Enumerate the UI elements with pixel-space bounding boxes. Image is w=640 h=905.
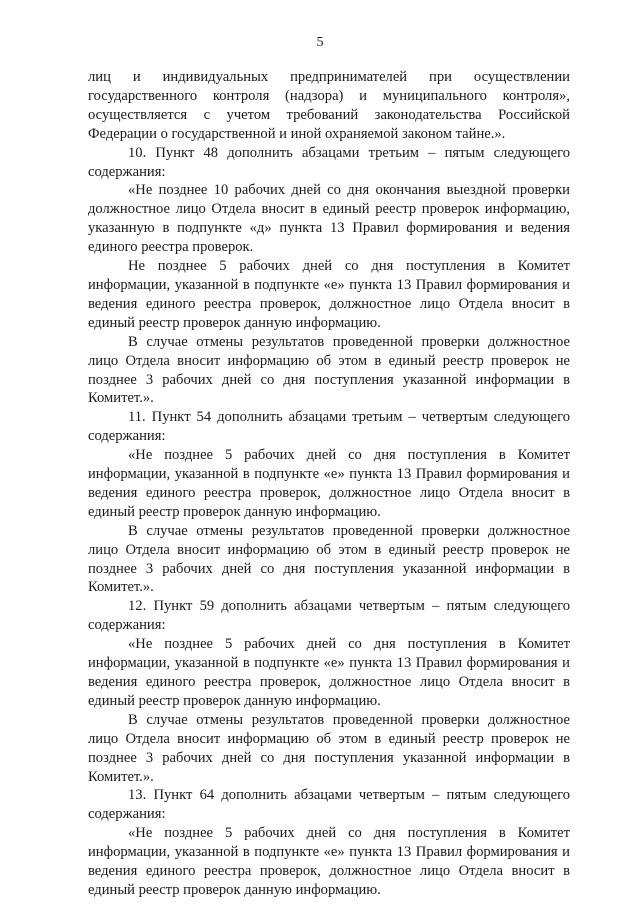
paragraph: «Не позднее 5 рабочих дней со дня поступления в Комитет информации, указанной в подпункте «е» пункта 13 Правил формирования и ведения единого реестра проверок, должностное лицо Отдела вносит в единый реестр проверок данную информацию. xyxy=(88,447,570,520)
paragraph-item-10: 10. Пункт 48 дополнить абзацами третьим – пятым следующего содержания: xyxy=(88,144,570,180)
paragraph-continuation: лиц и индивидуальных предпринимателей при осуществлении государственного контроля (надзора) и муниципального контроля», осуществляется с учетом требований законодательства Российской Федерации о государственной и иной охраняемой законом тайне.». xyxy=(88,69,570,142)
paragraph: В случае отмены результатов проведенной проверки должностное лицо Отдела вносит информацию об этом в единый реестр проверок не позднее 3 рабочих дней со дня поступления указанной информации в Комитет.». xyxy=(88,522,570,596)
paragraph-item-12: 12. Пункт 59 дополнить абзацами четвертым – пятым следующего содержания: xyxy=(88,598,570,634)
document-body xyxy=(88,68,570,900)
paragraph: «Не позднее 5 рабочих дней со дня поступления в Комитет информации, указанной в подпункте «е» пункта 13 Правил формирования и ведения единого реестра проверок, должностное лицо Отдела вносит в единый реестр проверок данную информацию. xyxy=(88,636,570,709)
paragraph: Не позднее 5 рабочих дней со дня поступления в Комитет информации, указанной в подпункте «е» пункта 13 Правил формирования и ведения единого реестра проверок, должностное лицо Отдела вносит в единый реестр проверок данную информацию. xyxy=(88,258,570,331)
paragraph-item-13: 13. Пункт 64 дополнить абзацами четвертым – пятым следующего содержания: xyxy=(88,787,570,823)
paragraph-item-11: 11. Пункт 54 дополнить абзацами третьим – четвертым следующего содержания: xyxy=(88,409,570,445)
paragraph: «Не позднее 5 рабочих дней со дня поступления в Комитет информации, указанной в подпункте «е» пункта 13 Правил формирования и ведения единого реестра проверок, должностное лицо Отдела вносит в единый реестр проверок данную информацию. xyxy=(88,825,570,898)
paragraph: В случае отмены результатов проведенной проверки должностное лицо Отдела вносит информацию об этом в единый реестр проверок не позднее 3 рабочих дней со дня поступления указанной информации в Комитет.». xyxy=(88,711,570,785)
page-number: 5 xyxy=(316,35,324,50)
paragraph: В случае отмены результатов проведенной проверки должностное лицо Отдела вносит информацию об этом в единый реестр проверок не позднее 3 рабочих дней со дня поступления указанной информации в Комитет.». xyxy=(88,333,570,407)
paragraph: «Не позднее 10 рабочих дней со дня окончания выездной проверки должностное лицо Отдела вносит в единый реестр проверок информацию, указанную в подпункте «д» пункта 13 Правил формирования и ведения единого реестра проверок. xyxy=(88,182,570,256)
